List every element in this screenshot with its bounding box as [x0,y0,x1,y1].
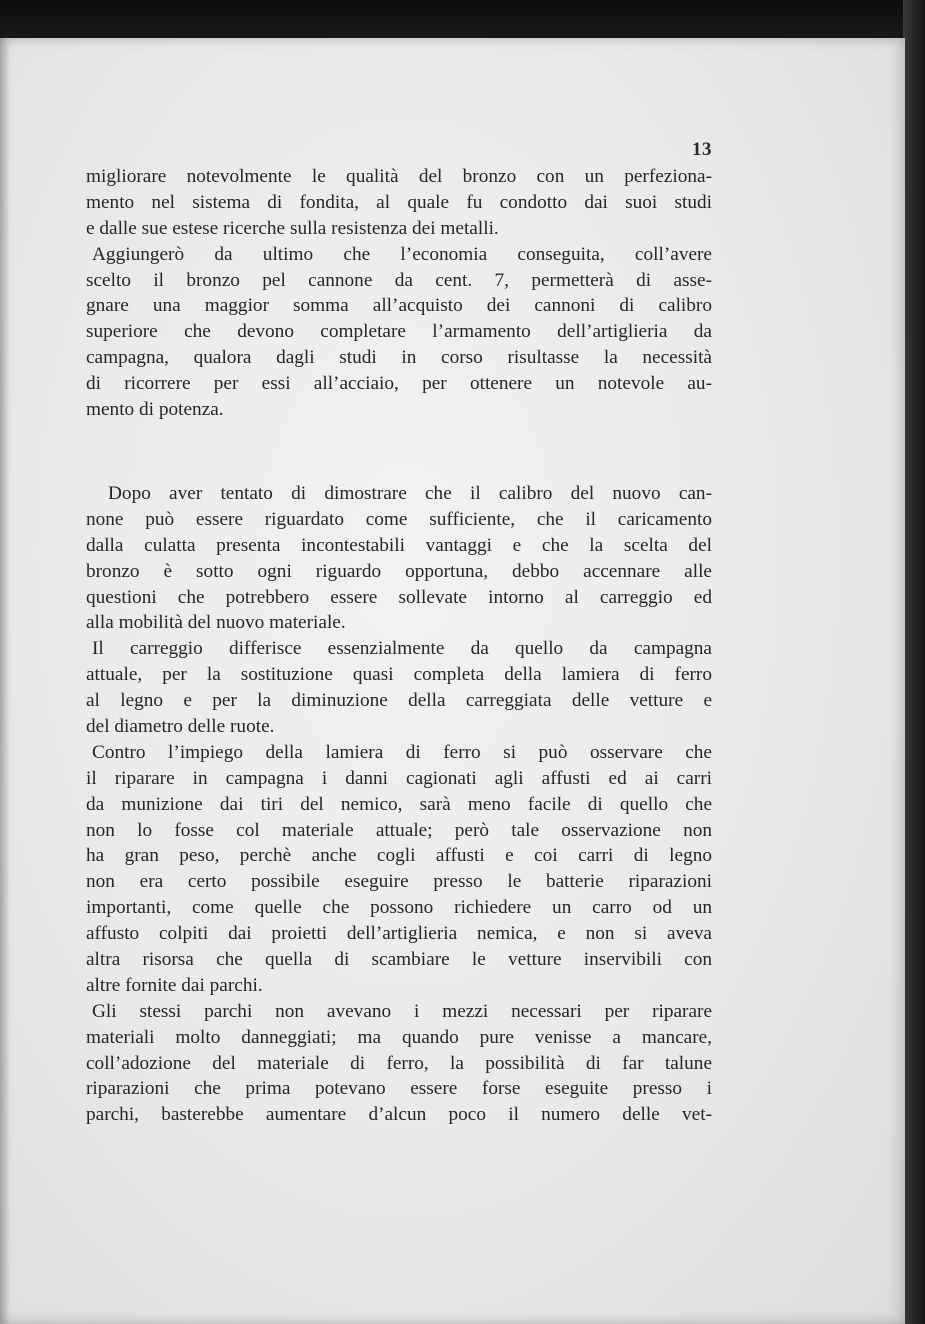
scanner-background-top [0,0,925,42]
text-line: mento nel sistema di fondita, al quale fu condotto dai suoi studi [86,191,712,213]
text-line: migliorare notevolmente le qualità del bronzo con un perfeziona- [86,166,712,187]
text-line: al legno e per la diminuzione della carreggiata delle vetture e [86,690,712,712]
text-block-carreggio [86,481,712,1128]
text-line: dalla culatta presenta incontestabili vantaggi e che la scelta del [86,534,712,556]
text-line: none può essere riguardato come sufficiente, che il caricamento [86,508,712,530]
text-line: altre fornite dai parchi. [86,974,263,996]
text-line: Contro l’impiego della lamiera di ferro si può osservare che [92,741,712,763]
text-line: da munizione dai tiri del nemico, sarà meno facile di quello che [86,793,712,815]
text-line: importanti, come quelle che possono richiedere un carro od un [86,897,712,919]
text-line: superiore che devono completare l’armamento dell’artiglieria da [86,321,712,343]
text-block-continuation [86,164,712,423]
text-line: campagna, qualora dagli studi in corso risultasse la necessità [86,347,712,369]
book-page [0,38,905,1324]
text-line: non era certo possibile eseguire presso le batterie riparazioni [86,871,712,893]
scanner-background-right [903,0,925,1324]
text-line: ha gran peso, perchè anche cogli affusti e coi carri di legno [86,845,712,867]
text-line: attuale, per la sostituzione quasi completa della lamiera di ferro [86,664,712,686]
text-line: scelto il bronzo pel cannone da cent. 7, permetterà di asse- [86,269,712,291]
text-line: alla mobilità del nuovo materiale. [86,612,346,634]
text-line: coll’adozione del materiale di ferro, la possibilità di far talune [86,1052,712,1074]
text-line: il riparare in campagna i danni cagionati agli affusti ed ai carri [86,767,712,789]
page-number: 13 [692,139,712,160]
text-line: di ricorrere per essi all’acciaio, per ottenere un notevole au- [86,373,712,395]
text-line: non lo fosse col materiale attuale; però tale osservazione non [86,819,712,841]
text-line: parchi, basterebbe aumentare d’alcun poco il numero delle vet- [86,1104,712,1126]
text-line: materiali molto danneggiati; ma quando pure venisse a mancare, [86,1026,712,1048]
text-line: Gli stessi parchi non avevano i mezzi necessari per riparare [92,1000,712,1022]
text-line: e dalle sue estese ricerche sulla resistenza dei metalli. [86,217,499,239]
text-line: altra risorsa che quella di scambiare le vetture inservibili con [86,949,712,971]
text-line: affusto colpiti dai proietti dell’artiglieria nemica, e non si aveva [86,923,712,945]
text-line: gnare una maggior somma all’acquisto dei cannoni di calibro [86,295,712,317]
text-line: bronzo è sotto ogni riguardo opportuna, debbo accennare alle [86,560,712,582]
text-line: questioni che potrebbero essere sollevate intorno al carreggio ed [86,586,712,608]
text-line: mento di potenza. [86,399,224,421]
text-line: del diametro delle ruote. [86,716,275,738]
text-line: riparazioni che prima potevano essere forse eseguite presso i [86,1078,712,1100]
text-line: Dopo aver tentato di dimostrare che il calibro del nuovo can- [108,483,712,504]
text-line: Il carreggio differisce essenzialmente da quello da campagna [92,638,712,660]
text-line: Aggiungerò da ultimo che l’economia conseguita, coll’avere [92,243,712,265]
